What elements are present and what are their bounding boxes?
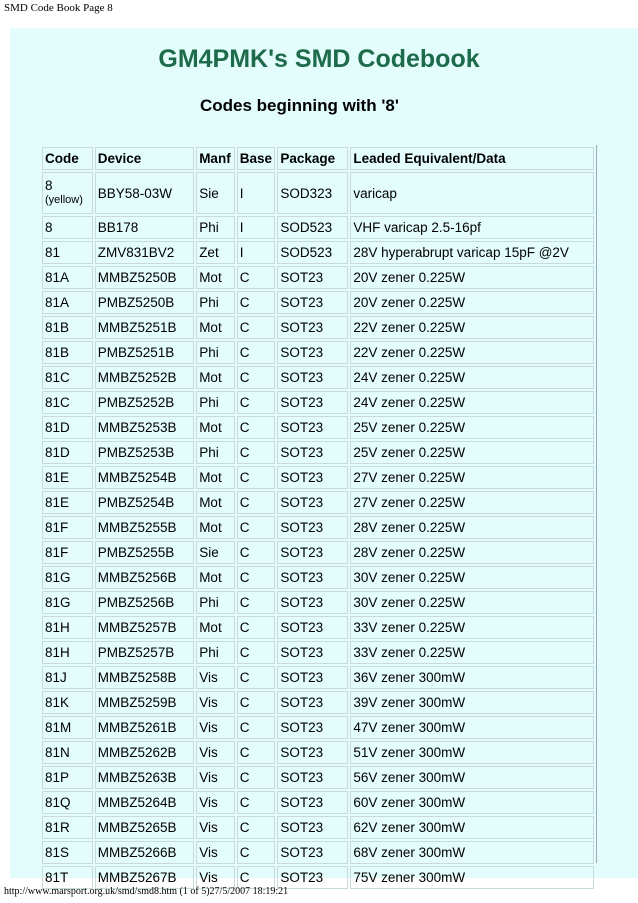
column-header-base: Base [237,147,276,170]
column-header-package: Package [277,147,348,170]
cell-code: 81F [42,516,93,539]
table-row [42,291,594,314]
cell-manf: Vis [196,716,235,739]
cell-package: SOT23 [277,741,348,764]
cell-code: 81B [42,316,93,339]
cell-code: 81F [42,541,93,564]
cell-device: MMBZ5257B [95,616,194,639]
cell-code: 81C [42,366,93,389]
cell-base: I [237,172,276,214]
cell-base: C [237,741,276,764]
table-row [42,316,594,339]
cell-code: 81E [42,466,93,489]
cell-device: MMBZ5255B [95,516,194,539]
cell-manf: Vis [196,691,235,714]
smd-code-table [40,145,596,891]
cell-manf: Vis [196,791,235,814]
cell-code [42,172,93,214]
table-row [42,391,594,414]
cell-device: MMBZ5256B [95,566,194,589]
cell-code: 81G [42,566,93,589]
table-row [42,466,594,489]
cell-code: 81J [42,666,93,689]
cell-data: 27V zener 0.225W [350,466,594,489]
table-row [42,591,594,614]
cell-data: 68V zener 300mW [350,841,594,864]
column-header-code: Code [42,147,93,170]
cell-device: MMBZ5266B [95,841,194,864]
cell-code: 81H [42,616,93,639]
cell-data: 28V zener 0.225W [350,541,594,564]
cell-code: 81M [42,716,93,739]
cell-manf: Mot [196,416,235,439]
cell-manf: Mot [196,316,235,339]
table-row [42,416,594,439]
table-row [42,666,594,689]
cell-base: C [237,341,276,364]
cell-code: 81D [42,441,93,464]
table-row [42,516,594,539]
page-subtitle: Codes beginning with '8' [200,96,399,115]
cell-manf: Mot [196,516,235,539]
cell-device: PMBZ5253B [95,441,194,464]
cell-base: C [237,716,276,739]
table-row [42,266,594,289]
cell-package: SOT23 [277,366,348,389]
cell-data: 24V zener 0.225W [350,366,594,389]
cell-data: 30V zener 0.225W [350,591,594,614]
cell-data: 25V zener 0.225W [350,416,594,439]
cell-manf: Vis [196,841,235,864]
cell-code: 8 [42,216,93,239]
table-row [42,172,594,214]
cell-device: PMBZ5251B [95,341,194,364]
column-header-device: Device [95,147,194,170]
cell-package: SOT23 [277,791,348,814]
cell-device: PMBZ5254B [95,491,194,514]
table-row [42,741,594,764]
cell-data: varicap [350,172,594,214]
cell-package: SOT23 [277,316,348,339]
cell-package: SOT23 [277,766,348,789]
cell-package: SOD323 [277,172,348,214]
table-row [42,616,594,639]
table-row [42,366,594,389]
cell-data: 24V zener 0.225W [350,391,594,414]
cell-data: 22V zener 0.225W [350,316,594,339]
cell-package: SOT23 [277,716,348,739]
cell-code: 81B [42,341,93,364]
code-value: 8 [45,178,53,193]
cell-data: 22V zener 0.225W [350,341,594,364]
cell-package: SOT23 [277,266,348,289]
cell-base: C [237,441,276,464]
cell-package: SOT23 [277,416,348,439]
cell-base: C [237,466,276,489]
cell-data: 25V zener 0.225W [350,441,594,464]
cell-manf: Mot [196,366,235,389]
cell-device: PMBZ5255B [95,541,194,564]
cell-manf: Vis [196,741,235,764]
cell-package: SOT23 [277,341,348,364]
cell-manf: Vis [196,766,235,789]
cell-package: SOT23 [277,466,348,489]
table-row [42,441,594,464]
table-row [42,541,594,564]
cell-code: 81H [42,641,93,664]
cell-base: I [237,216,276,239]
cell-device: MMBZ5252B [95,366,194,389]
cell-package: SOT23 [277,841,348,864]
cell-base: C [237,291,276,314]
table-row [42,766,594,789]
cell-base: C [237,541,276,564]
cell-base: C [237,566,276,589]
cell-code: 81G [42,591,93,614]
cell-device: MMBZ5258B [95,666,194,689]
cell-device: BB178 [95,216,194,239]
cell-package: SOT23 [277,391,348,414]
cell-package: SOT23 [277,541,348,564]
table-row [42,566,594,589]
cell-data: 51V zener 300mW [350,741,594,764]
cell-code: 81R [42,816,93,839]
cell-data: 28V hyperabrupt varicap 15pF @2V [350,241,594,264]
cell-manf: Vis [196,816,235,839]
cell-code: 81Q [42,791,93,814]
column-header-manf: Manf [196,147,235,170]
cell-data: VHF varicap 2.5-16pf [350,216,594,239]
cell-data: 56V zener 300mW [350,766,594,789]
cell-code: 81K [42,691,93,714]
cell-code: 81T [42,866,93,889]
cell-device: MMBZ5267B [95,866,194,889]
cell-data: 20V zener 0.225W [350,266,594,289]
cell-base: C [237,266,276,289]
cell-device: MMBZ5254B [95,466,194,489]
cell-data: 30V zener 0.225W [350,566,594,589]
cell-manf: Phi [196,641,235,664]
cell-manf: Phi [196,591,235,614]
cell-package: SOT23 [277,516,348,539]
cell-manf: Mot [196,566,235,589]
cell-code: 81C [42,391,93,414]
cell-device: PMBZ5256B [95,591,194,614]
cell-data: 27V zener 0.225W [350,491,594,514]
cell-package: SOT23 [277,666,348,689]
table-row [42,341,594,364]
cell-data: 33V zener 0.225W [350,641,594,664]
cell-manf: Zet [196,241,235,264]
cell-package: SOD523 [277,216,348,239]
cell-base: C [237,491,276,514]
cell-code: 81S [42,841,93,864]
cell-base: C [237,866,276,889]
cell-code: 81N [42,741,93,764]
cell-device: MMBZ5261B [95,716,194,739]
cell-data: 39V zener 300mW [350,691,594,714]
cell-manf: Sie [196,172,235,214]
cell-device: BBY58-03W [95,172,194,214]
cell-base: C [237,416,276,439]
cell-package: SOT23 [277,616,348,639]
cell-code: 81 [42,241,93,264]
cell-code: 81A [42,266,93,289]
cell-device: MMBZ5259B [95,691,194,714]
cell-device: PMBZ5257B [95,641,194,664]
cell-device: ZMV831BV2 [95,241,194,264]
table-row [42,216,594,239]
cell-package: SOT23 [277,566,348,589]
cell-base: C [237,366,276,389]
cell-manf: Phi [196,391,235,414]
table-right-rule [596,145,597,863]
cell-device: MMBZ5263B [95,766,194,789]
code-note: (yellow) [45,194,83,206]
cell-base: C [237,641,276,664]
cell-package: SOD523 [277,241,348,264]
cell-data: 28V zener 0.225W [350,516,594,539]
cell-data: 36V zener 300mW [350,666,594,689]
cell-base: C [237,666,276,689]
cell-device: MMBZ5264B [95,791,194,814]
cell-manf: Sie [196,541,235,564]
cell-base: C [237,791,276,814]
cell-device: MMBZ5251B [95,316,194,339]
cell-base: C [237,316,276,339]
column-header-data: Leaded Equivalent/Data [350,147,594,170]
table-row [42,841,594,864]
cell-device: MMBZ5253B [95,416,194,439]
cell-device: MMBZ5265B [95,816,194,839]
page-title: GM4PMK's SMD Codebook [158,45,480,73]
cell-base: C [237,391,276,414]
cell-device: MMBZ5250B [95,266,194,289]
cell-package: SOT23 [277,291,348,314]
cell-base: C [237,516,276,539]
cell-base: I [237,241,276,264]
print-footer: http://www.marsport.org.uk/smd/smd8.htm (1 of 5)27/5/2007 18:19:21 [4,886,289,897]
cell-code: 81D [42,416,93,439]
cell-manf: Mot [196,266,235,289]
cell-package: SOT23 [277,491,348,514]
cell-base: C [237,591,276,614]
cell-base: C [237,766,276,789]
cell-base: C [237,816,276,839]
cell-manf: Phi [196,341,235,364]
cell-package: SOT23 [277,691,348,714]
table-row [42,491,594,514]
cell-manf: Phi [196,441,235,464]
cell-code: 81E [42,491,93,514]
cell-code: 81A [42,291,93,314]
cell-device: MMBZ5262B [95,741,194,764]
print-header: SMD Code Book Page 8 [4,2,113,14]
cell-data: 47V zener 300mW [350,716,594,739]
cell-manf: Phi [196,216,235,239]
cell-manf: Phi [196,291,235,314]
cell-data: 62V zener 300mW [350,816,594,839]
cell-data: 33V zener 0.225W [350,616,594,639]
table-row [42,691,594,714]
cell-data: 20V zener 0.225W [350,291,594,314]
cell-base: C [237,841,276,864]
table-row [42,716,594,739]
cell-manf: Mot [196,616,235,639]
cell-manf: Mot [196,491,235,514]
cell-device: PMBZ5250B [95,291,194,314]
table-row [42,241,594,264]
table-header-row [42,147,594,170]
cell-base: C [237,616,276,639]
cell-manf: Mot [196,466,235,489]
cell-data: 60V zener 300mW [350,791,594,814]
cell-device: PMBZ5252B [95,391,194,414]
table-row [42,641,594,664]
cell-code: 81P [42,766,93,789]
cell-manf: Vis [196,866,235,889]
table-row [42,791,594,814]
cell-package: SOT23 [277,591,348,614]
cell-base: C [237,691,276,714]
cell-manf: Vis [196,666,235,689]
table-row [42,816,594,839]
cell-package: SOT23 [277,866,348,889]
cell-data: 75V zener 300mW [350,866,594,889]
cell-package: SOT23 [277,641,348,664]
cell-package: SOT23 [277,816,348,839]
cell-package: SOT23 [277,441,348,464]
